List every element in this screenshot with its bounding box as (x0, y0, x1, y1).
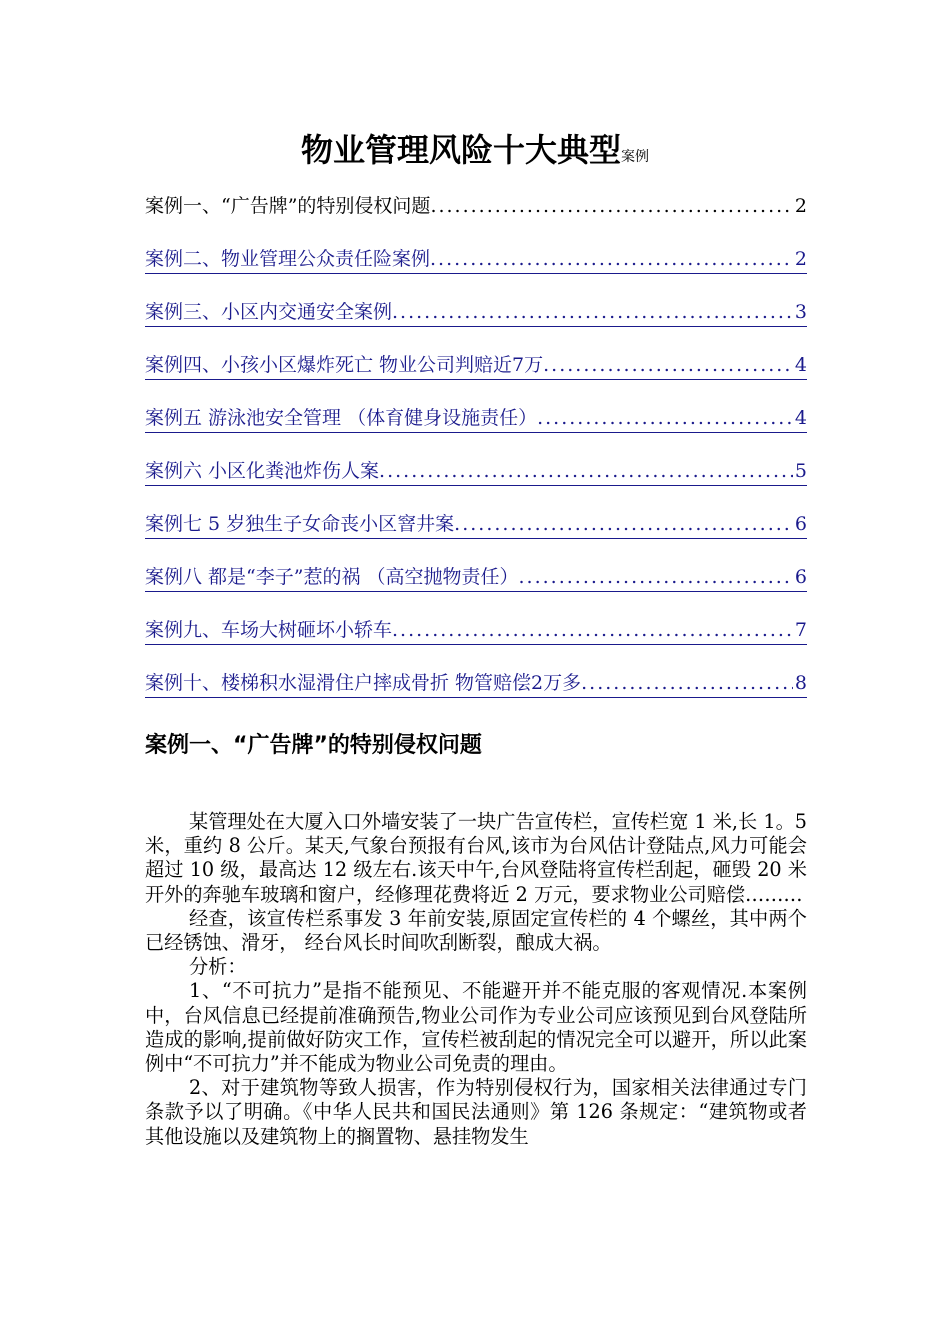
toc-label: 案例二、物业管理公众责任险案例 (145, 248, 431, 270)
toc-leader (581, 669, 793, 697)
toc-item-5[interactable] (145, 402, 807, 433)
toc-leader (379, 457, 793, 485)
section-heading: 案例一、“广告牌”的特别侵权问题 (145, 733, 482, 758)
toc-page: 5 (794, 460, 807, 482)
toc-page: 7 (794, 619, 807, 641)
paragraph: 经查，该宣传栏系事发 3 年前安装,原固定宣传栏的 4 个螺丝，其中两个已经锈蚀、滑牙， 经台风长时间吹刮断裂，酿成大祸。 (145, 906, 807, 955)
toc-leader (537, 404, 793, 432)
toc-item-3[interactable] (145, 296, 807, 327)
paragraph: 2、对于建筑物等致人损害，作为特别侵权行为，国家相关法律通过专门条款予以了明确。《中华人民共和国民法通则》第 126 条规定：“建筑物或者其他设施以及建筑物上的搁置物、悬挂物发生 (145, 1076, 807, 1148)
toc-item-9[interactable] (145, 614, 807, 645)
toc-leader (392, 298, 793, 326)
toc-label: 案例七 5 岁独生子女命丧小区窨井案 (145, 513, 455, 535)
toc-label: 案例五 游泳池安全管理 （体育健身设施责任） (145, 407, 538, 429)
toc-page: 3 (794, 301, 807, 323)
toc-leader (454, 510, 793, 538)
toc-label: 案例八 都是“李子”惹的祸 （高空抛物责任） (145, 566, 519, 588)
toc-item-7[interactable] (145, 508, 807, 539)
paragraph: 1、“不可抗力”是指不能预见、不能避开并不能克服的客观情况.本案例中，台风信息已经提前准确预告,物业公司作为专业公司应该预见到台风登陆所造成的影响,提前做好防灾工作，宣传栏被刮起的情况完全可以避开，所以此案例中“不可抗力”并不能成为物业公司免责的理由。 (145, 979, 807, 1076)
toc-leader (430, 192, 792, 220)
toc-item-2[interactable] (145, 243, 807, 274)
toc-leader (430, 245, 793, 273)
title-main: 物业管理风险十大典型 (300, 131, 621, 169)
toc-page: 6 (794, 566, 807, 588)
toc-leader (392, 616, 793, 644)
paragraph: 分析： (189, 955, 247, 979)
toc-leader (519, 563, 793, 591)
toc-label: 案例一、“广告牌”的特别侵权问题 (145, 195, 431, 217)
paragraph: 某管理处在大厦入口外墙安装了一块广告宣传栏，宣传栏宽 1 米,长 1。5 米，重约 8 公斤。某天,气象台预报有台风,该市为台风估计登陆点,风力可能会超过 10 级，最高达 12 级左右.该天中午,台风登陆将宣传栏刮起，砸毁 20 米开外的奔驰车玻璃和窗户，经修理花费将近 2 万元，要求物业公司赔偿……… (145, 810, 807, 906)
toc-label: 案例四、小孩小区爆炸死亡 物业公司判赔近7万 (145, 354, 544, 376)
toc-page: 2 (794, 248, 807, 270)
toc-label: 案例十、楼梯积水湿滑住户摔成骨折 物管赔偿2万多 (145, 672, 582, 694)
toc-label: 案例三、小区内交通安全案例 (145, 301, 393, 323)
toc-item-4[interactable] (145, 349, 807, 380)
toc-item-6[interactable] (145, 455, 807, 486)
toc-label: 案例九、车场大树砸坏小轿车 (145, 619, 393, 641)
toc-page: 4 (794, 407, 807, 429)
document-title (0, 128, 950, 179)
toc-page: 8 (794, 672, 807, 694)
body-text (145, 810, 807, 1149)
toc-page: 2 (794, 195, 807, 217)
toc-item-1[interactable] (145, 190, 807, 220)
toc-leader (543, 351, 793, 379)
toc-item-10[interactable] (145, 667, 807, 698)
toc-item-8[interactable] (145, 561, 807, 592)
toc-page: 6 (794, 513, 807, 535)
title-suffix: 案例 (621, 149, 649, 165)
toc-label: 案例六 小区化粪池炸伤人案 (145, 460, 380, 482)
toc-page: 4 (794, 354, 807, 376)
